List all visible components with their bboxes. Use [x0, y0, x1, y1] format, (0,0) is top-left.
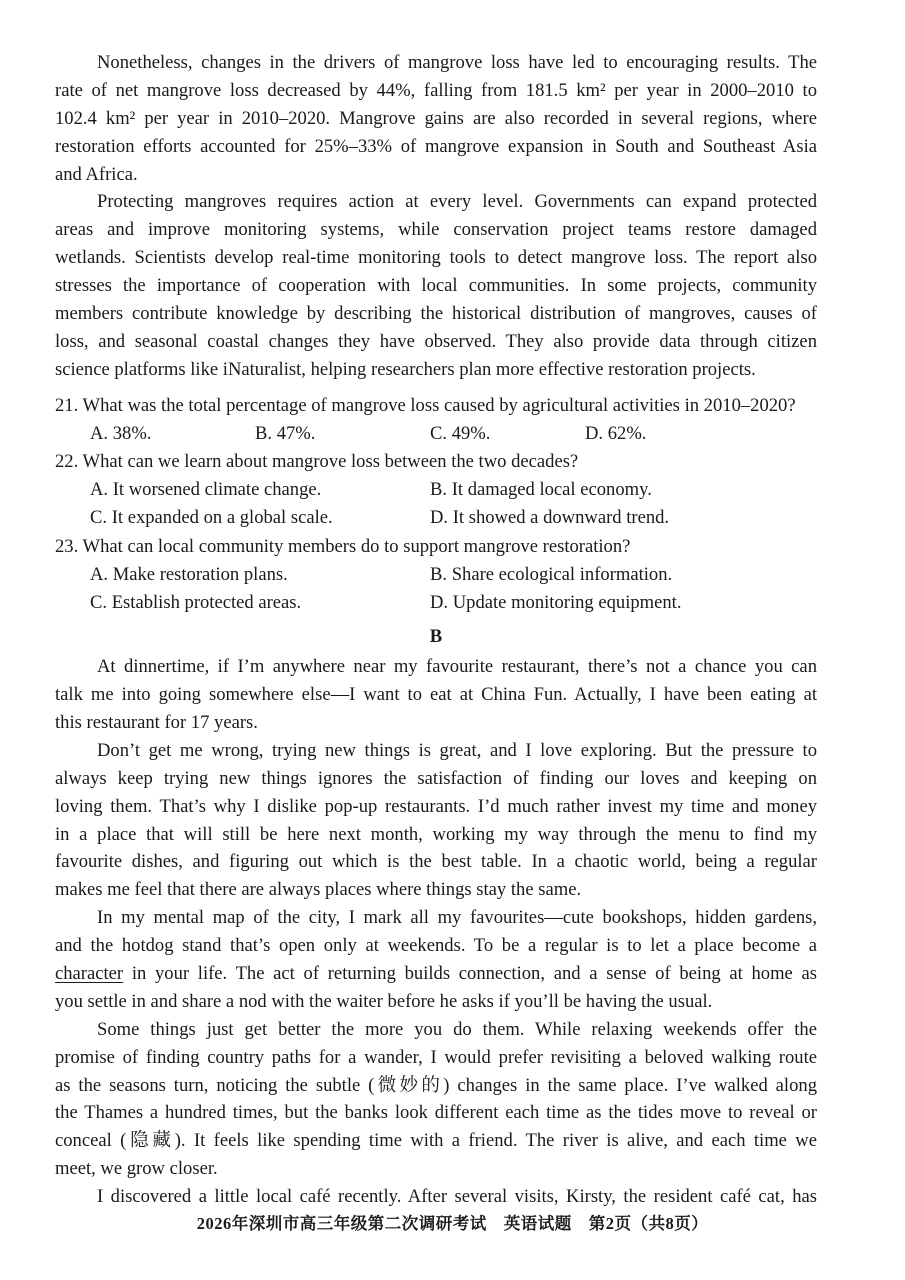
option-d[interactable]: D. Update monitoring equipment.: [430, 592, 682, 613]
question-22: [55, 448, 817, 533]
text-line: areas and improve monitoring systems, while conservation project teams restore damaged: [55, 219, 817, 241]
option-c[interactable]: C. It expanded on a global scale.: [90, 507, 333, 529]
option-b[interactable]: B. Share ecological information.: [430, 563, 673, 585]
text-line: you settle in and share a nod with the waiter before he asks if you’ll be having the usual.: [55, 990, 713, 1012]
option-c[interactable]: C. Establish protected areas.: [90, 592, 302, 613]
text-line: as the seasons turn, noticing the subtle (微妙的) changes in the same place. I’ve walked along: [55, 1074, 817, 1096]
option-a[interactable]: A. It worsened climate change.: [90, 479, 322, 501]
text-line: in a place that will still be here next month, working my way through the menu to find my: [55, 823, 817, 845]
text-line: promise of finding country paths for a wander, I would prefer revisiting a beloved walking route: [55, 1046, 817, 1068]
text-segment: in your life. The act of returning builds connection, and a sense of being at home as: [123, 962, 817, 984]
text-line: this restaurant for 17 years.: [55, 711, 258, 733]
text-line: science platforms like iNaturalist, helping researchers plan more effective restoration projects.: [55, 358, 756, 380]
question-23: [55, 533, 817, 618]
text-line: At dinnertime, if I’m anywhere near my favourite restaurant, there’s not a chance you can: [97, 656, 817, 678]
option-row: [55, 589, 817, 617]
exam-page-content: [55, 49, 817, 1211]
text-line: Nonetheless, changes in the drivers of mangrove loss have led to encouraging results. The: [97, 52, 817, 73]
option-a[interactable]: A. 38%.: [90, 422, 152, 444]
text-line: members contribute knowledge by describing the historical distribution of mangroves, causes of: [55, 303, 817, 325]
option-row: [55, 420, 817, 448]
text-line: and the hotdog stand that’s open only at weekends. To be a regular is to let a place become a: [55, 935, 817, 957]
underlined-word: character: [55, 962, 124, 984]
text-line: I discovered a little local café recently. After several visits, Kirsty, the resident café cat, has: [97, 1186, 817, 1208]
text-line: 102.4 km² per year in 2010–2020. Mangrove gains are also recorded in several regions, where: [55, 107, 817, 129]
text-line: favourite dishes, and figuring out which is the best table. In a chaotic world, being a regular: [55, 851, 817, 873]
paragraph: [55, 49, 817, 188]
section-heading: B: [429, 626, 443, 648]
question-stem: 22. What can we learn about mangrove loss between the two decades?: [55, 451, 579, 473]
option-row: [55, 476, 817, 504]
paragraph: [55, 737, 817, 904]
option-c[interactable]: C. 49%.: [430, 422, 491, 444]
text-line: [55, 960, 817, 988]
text-line: stresses the importance of cooperation with local communities. In some projects, community: [55, 275, 817, 297]
page-footer: 2026年深圳市高三年级第二次调研考试 英语试题 第2页（共8页）: [196, 1214, 709, 1233]
text-line: restoration efforts accounted for 25%–33% of mangrove expansion in South and Southeast Asia: [55, 135, 817, 157]
option-d[interactable]: D. 62%.: [585, 422, 647, 444]
text-line: talk me into going somewhere else—I want to eat at China Fun. Actually, I have been eating at: [55, 684, 817, 706]
option-row: [55, 504, 817, 532]
option-row: [55, 561, 817, 589]
text-line: and Africa.: [55, 163, 138, 185]
paragraph: [55, 1016, 817, 1183]
text-line: the Thames a hundred times, but the banks look different each time as the tides move to reveal or: [55, 1102, 817, 1124]
option-b[interactable]: B. 47%.: [255, 422, 316, 444]
text-line: Some things just get better the more you do them. While relaxing weekends offer the: [97, 1018, 817, 1040]
text-line: Protecting mangroves requires action at every level. Governments can expand protected: [97, 191, 817, 213]
question-stem: 23. What can local community members do to support mangrove restoration?: [55, 535, 631, 557]
option-b[interactable]: B. It damaged local economy.: [430, 479, 652, 501]
text-line: Don’t get me wrong, trying new things is great, and I love exploring. But the pressure to: [97, 739, 817, 761]
paragraph: [55, 1183, 817, 1211]
text-line: In my mental map of the city, I mark all my favourites—cute bookshops, hidden gardens,: [97, 907, 817, 929]
paragraph: [55, 188, 817, 383]
option-d[interactable]: D. It showed a downward trend.: [430, 507, 670, 529]
text-line: loss, and seasonal coastal changes they have observed. They also provide data through citizen: [55, 330, 817, 352]
text-line: conceal (隐藏). It feels like spending time with a friend. The river is alive, and each time we: [55, 1130, 817, 1152]
text-line: loving them. That’s why I dislike pop-up restaurants. I’d much rather invest my time and money: [55, 795, 817, 817]
paragraph: [55, 904, 817, 1016]
text-line: meet, we grow closer.: [55, 1158, 218, 1180]
text-line: always keep trying new things ignores the satisfaction of finding our loves and keeping on: [55, 767, 817, 789]
question-stem: 21. What was the total percentage of mangrove loss caused by agricultural activities in 2010–2020?: [55, 394, 796, 416]
text-line: rate of net mangrove loss decreased by 44%, falling from 181.5 km² per year in 2000–2010 to: [55, 79, 817, 101]
text-line: wetlands. Scientists develop real-time monitoring tools to detect mangrove loss. The report also: [55, 247, 817, 269]
option-a[interactable]: A. Make restoration plans.: [90, 563, 288, 585]
text-line: makes me feel that there are always places where things stay the same.: [55, 879, 582, 901]
question-21: [55, 392, 817, 448]
paragraph: [55, 653, 817, 737]
